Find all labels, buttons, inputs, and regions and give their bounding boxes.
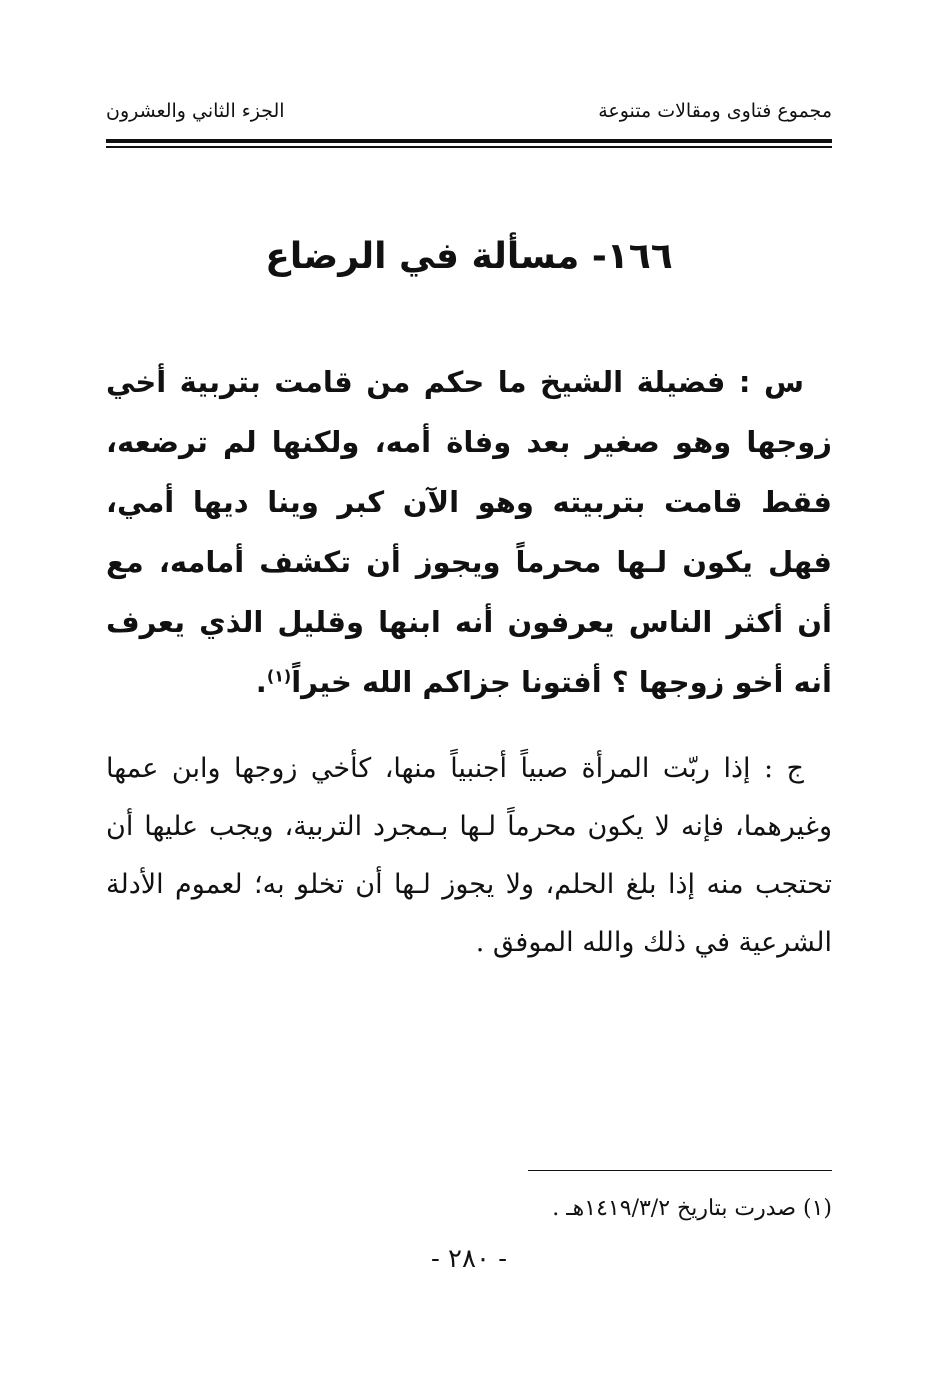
question-end: . (255, 665, 267, 699)
page-number: - ٢٨٠ - (430, 1244, 508, 1274)
section-title: ١٦٦- مسألة في الرضاع (265, 236, 673, 277)
answer-paragraph: ج : إذا ربّت المرأة صبياً أجنبياً منها، كأخي زوجها وابن عمها وغيرهما، فإنه لا يكون محرماً لـها بـمجرد التربية، ويجب عليها أن تحتجب منه إذا بلغ الحلم، ولا يجوز لـها أن تخلو به؛ لعموم الأدلة الشرعية في ذلك والله الموفق . (106, 753, 832, 958)
answer-block (106, 740, 832, 972)
book-title: مجموع فتاوى ومقالات متنوعة (598, 100, 832, 122)
page-header (106, 100, 832, 132)
header-rule-thin (106, 146, 832, 148)
footnote-ref: (١) (266, 666, 292, 686)
volume-label: الجزء الثاني والعشرون (106, 100, 285, 122)
question-text: س : فضيلة الشيخ ما حكم من قامت بتربية أخي زوجها وهو صغير بعد وفاة أمه، ولكنها لم ترضعه، فقط قامت بتربيته وهو الآن كبر وينا ديها أمي، فهل يكون لـها محرماً ويجوز أن تكشف أمامه، مع أن أكثر الناس يعرفون أنه ابنها وقليل الذي يعرف أنه أخو زوجها ؟ أفتونا جزاكم الله خيراً (106, 365, 832, 699)
header-rule-thick (106, 139, 832, 143)
question-block (106, 352, 832, 712)
question-paragraph (106, 352, 832, 712)
footnote-rule (528, 1170, 832, 1171)
footnote: (١) صدرت بتاريخ ١٤١٩/٣/٢هـ . (552, 1196, 832, 1221)
